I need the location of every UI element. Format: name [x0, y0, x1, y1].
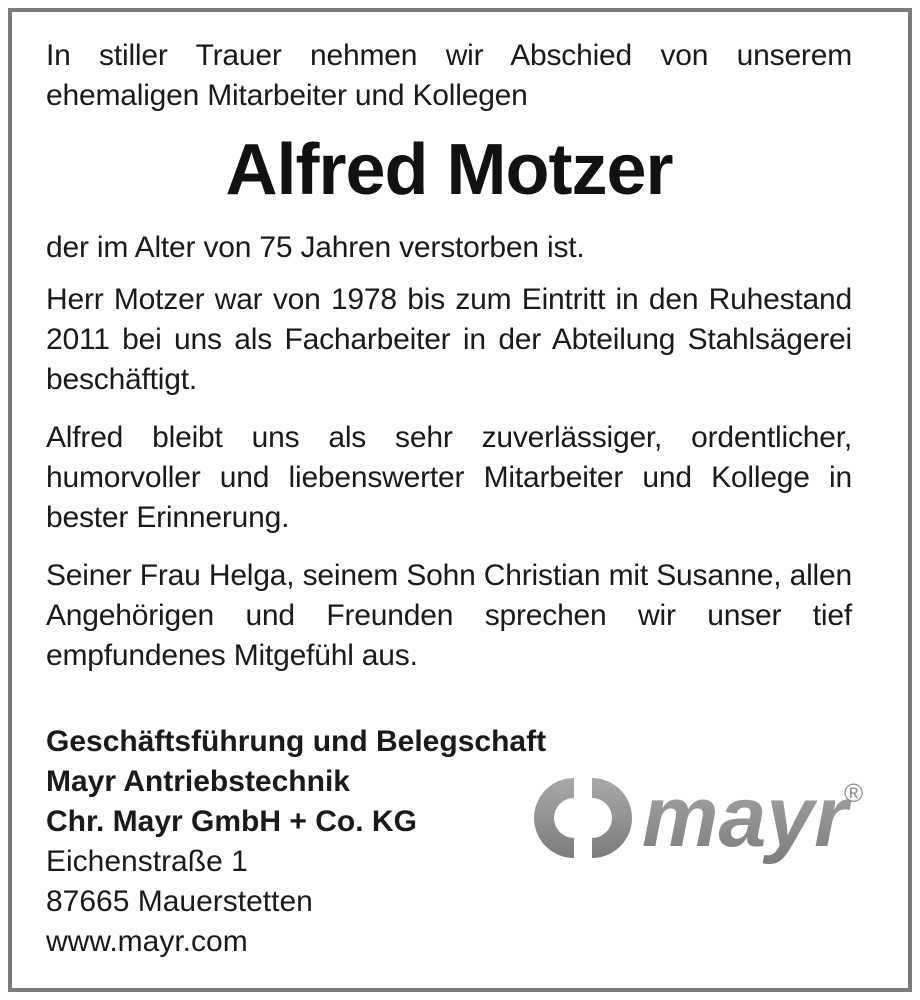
notice-body: [46, 36, 852, 694]
intro-text: In stiller Trauer nehmen wir Abschied von unserem ehemaligen Mitarbeiter und Kollegen: [46, 39, 852, 112]
website-link[interactable]: www.mayr.com: [46, 925, 248, 958]
signature-legal-name: Chr. Mayr GmbH + Co. KG: [46, 805, 417, 838]
mayr-logo: [532, 770, 882, 870]
signature-line-1: Geschäftsführung und Belegschaft: [46, 725, 547, 758]
mayr-logo-icon: [532, 770, 882, 870]
age-line: der im Alter von 75 Jahren verstorben ist.: [46, 231, 585, 264]
career-paragraph: Herr Motzer war von 1978 bis zum Eintritt in den Ruhestand 2011 bei uns als Facharbeiter in der Abteilung Stahlsägerei beschäftigt.: [46, 283, 852, 396]
memory-paragraph: Alfred bleibt uns als sehr zuverlässiger, ordentlicher, humorvoller und liebenswerter Mitarbeiter und Kollege in bester Erinnerung.: [46, 421, 852, 534]
logo-wordmark: mayr: [642, 770, 848, 865]
address-street: Eichenstraße 1: [46, 845, 248, 878]
signature-block: [46, 722, 546, 962]
registered-mark: ®: [844, 778, 864, 808]
deceased-name: Alfred Motzer: [225, 130, 673, 210]
signature-company: Mayr Antriebstechnik: [46, 765, 350, 798]
condolence-paragraph: Seiner Frau Helga, seinem Sohn Christian mit Susanne, allen Angehörigen und Freunden sprechen wir unser tief empfundenes Mitgefühl aus.: [46, 559, 852, 672]
address-city: 87665 Mauerstetten: [46, 885, 313, 918]
